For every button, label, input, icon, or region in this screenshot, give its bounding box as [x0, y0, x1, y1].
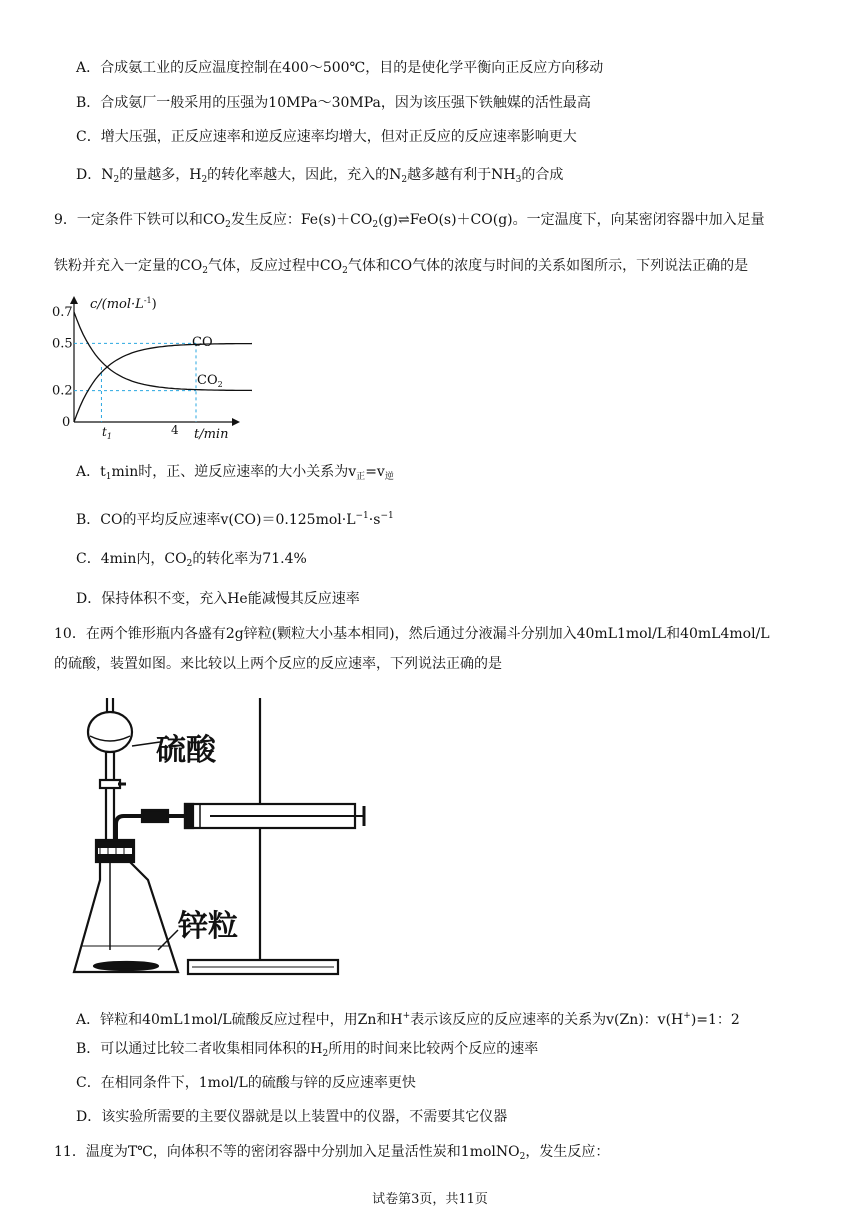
y-tick-label: 0.7 — [52, 305, 73, 320]
y-axis-arrow — [70, 296, 78, 304]
concentration-time-chart — [52, 290, 252, 445]
x-axis-label: t/min — [194, 427, 229, 442]
conical-flask — [74, 862, 178, 972]
q9-option-d: D．保持体积不变，充入He能减慢其反应速率 — [76, 591, 360, 607]
apparatus-diagram — [60, 690, 380, 990]
x-tick-t1: $t_1$ — [102, 425, 112, 441]
q10-option-b: B．可以通过比较二者收集相同体积的$H_2$所用的时间来比较两个反应的速率 — [76, 1041, 539, 1059]
q8-option-d: D．$N_2$的量越多，$H_2$的转化率越大，因此，充入的$N_2$越多越有利于$NH_3$的合成 — [76, 167, 564, 185]
series-co2 — [74, 312, 252, 391]
label-zinc-granules: 锌粒 — [178, 909, 238, 944]
q8-option-b: B．合成氨厂一般采用的压强为10MPa～30MPa，因为该压强下铁触媒的活性最高 — [76, 95, 591, 111]
q10-option-c: C．在相同条件下，1mol/L的硫酸与锌的反应速率更快 — [76, 1075, 416, 1091]
series-label-co: CO — [192, 335, 213, 350]
x-axis-arrow — [232, 418, 240, 426]
zinc-granules — [94, 962, 158, 970]
q10-stem-line2: 的硫酸，装置如图。来比较以上两个反应的反应速率，下列说法正确的是 — [54, 656, 502, 672]
q9-stem-line2: 铁粉并充入一定量的$CO_2$气体，反应过程中$CO_2$气体和CO气体的浓度与时间的关系如图所示，下列说法正确的是 — [54, 258, 749, 276]
q9-stem-line1: 9．一定条件下铁可以和$CO_2$发生反应：$Fe(s)+CO_2(g)\rightleftharpoons FeO(s)+CO(g)$。一定温度下，向某密闭容器中加入足量 — [54, 212, 765, 230]
y-axis-label: $c/(mol\cdot L^{-1})$ — [90, 296, 157, 312]
q10-option-d: D．该实验所需要的主要仪器就是以上装置中的仪器，不需要其它仪器 — [76, 1109, 508, 1125]
series-label-co2: $CO_2$ — [197, 373, 223, 389]
separatory-funnel — [88, 712, 132, 752]
q9-option-c: C．4min内，$CO_2$的转化率为71.4% — [76, 551, 307, 569]
origin-label: 0 — [62, 415, 71, 430]
q8-option-a: A．合成氨工业的反应温度控制在400～500℃，目的是使化学平衡向正反应方向移动 — [76, 60, 604, 76]
x-tick-4: 4 — [171, 423, 179, 437]
page-footer: 试卷第3页，共11页 — [372, 1192, 488, 1207]
q9-option-b: B．CO的平均反应速率$v(CO)=0.125mol\cdot L^{-1}\cdot s^{-1}$ — [76, 511, 394, 528]
stopcock — [100, 780, 120, 788]
q9-option-a: A．$t_1\min$时，正、逆反应速率的大小关系为$v_正=v_逆$ — [76, 464, 394, 482]
y-tick-label: 0.2 — [52, 383, 73, 399]
series-co — [74, 344, 252, 423]
q11-stem: 11．温度为T℃，向体积不等的密闭容器中分别加入足量活性炭和1molNO$_2$，发生反应： — [54, 1144, 610, 1162]
q10-stem-line1: 10．在两个锥形瓶内各盛有2g锌粒(颗粒大小基本相同)，然后通过分液漏斗分别加入40mL1mol/L和40mL4mol/L — [54, 626, 770, 642]
q10-option-a: A．锌粒和40mL1mol/L硫酸反应过程中，用Zn和H+表示该反应的反应速率的关系为v(Zn)：v(H+)=1：2 — [76, 1011, 740, 1028]
y-tick-label: 0.5 — [52, 336, 73, 352]
q8-option-c: C．增大压强，正反应速率和逆反应速率均增大，但对正反应的反应速率影响更大 — [76, 129, 577, 145]
label-sulfuric-acid: 硫酸 — [156, 733, 216, 768]
